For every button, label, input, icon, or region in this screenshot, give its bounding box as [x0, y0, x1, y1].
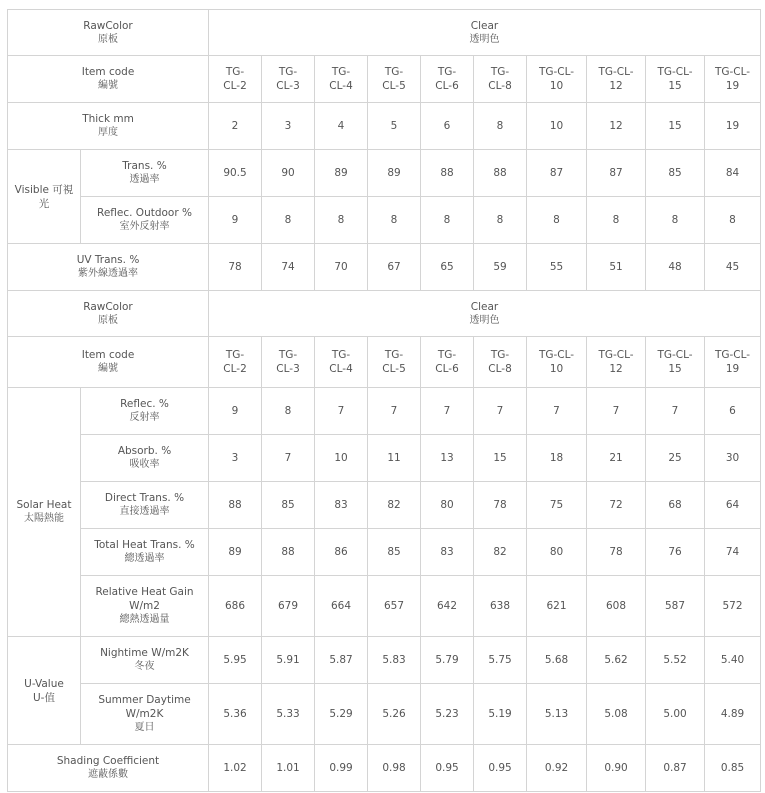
item-code-line2: 15 [668, 363, 682, 375]
clear-en: Clear [470, 300, 499, 313]
absorb-label-zh: 吸收率 [129, 459, 160, 470]
item-code-line2: 10 [549, 363, 564, 375]
total-heat-value: 78 [587, 529, 646, 576]
item-code-value [474, 337, 527, 388]
visible-zh: 光 [38, 197, 50, 210]
reflec-value: 9 [209, 388, 262, 435]
item-code-line2: CL-5 [382, 363, 406, 375]
trans-label [81, 150, 209, 197]
reflec-value: 6 [705, 388, 761, 435]
direct-trans-value: 64 [705, 482, 761, 529]
total-heat-label-en: Total Heat Trans. % [94, 539, 195, 551]
item-code-line2: CL-2 [223, 363, 247, 375]
total-heat-value: 88 [262, 529, 315, 576]
item-code-line1: TG- [278, 349, 298, 361]
nightime-value: 5.79 [421, 637, 474, 684]
thick-value: 10 [527, 103, 587, 150]
direct-trans-value: 72 [587, 482, 646, 529]
item-code-label [8, 56, 209, 103]
item-code-value [646, 56, 705, 103]
relative-heat-label-zh: 總熱透過量 [119, 614, 170, 625]
item-code-value [421, 56, 474, 103]
item-code-value [209, 337, 262, 388]
item-code-line1: TG- [490, 349, 510, 361]
reflec-label-en: Reflec. % [120, 398, 169, 410]
uv-trans-value: 55 [527, 244, 587, 291]
item-code-line1: TG-CL- [598, 66, 634, 78]
item-code-line1: TG-CL- [657, 66, 693, 78]
thick-value: 15 [646, 103, 705, 150]
direct-trans-value: 83 [315, 482, 368, 529]
nightime-value: 5.52 [646, 637, 705, 684]
absorb-value: 30 [705, 435, 761, 482]
reflec-value: 7 [421, 388, 474, 435]
total-heat-value: 80 [527, 529, 587, 576]
item-code-value [209, 56, 262, 103]
trans-value: 84 [705, 150, 761, 197]
item-code-line1: TG- [384, 66, 404, 78]
item-code-line1: TG-CL- [657, 349, 693, 361]
reflec-outdoor-value: 8 [262, 197, 315, 244]
item-code-line2: 10 [549, 80, 564, 92]
nightime-label [81, 637, 209, 684]
reflec-value: 7 [315, 388, 368, 435]
total-heat-value: 89 [209, 529, 262, 576]
summer-value: 5.29 [315, 684, 368, 745]
thick-value: 5 [368, 103, 421, 150]
item-code-value [646, 337, 705, 388]
uv-trans-row [8, 244, 761, 291]
item-code-value [587, 337, 646, 388]
shading-value: 0.92 [527, 745, 587, 792]
item-code-line2: 15 [668, 80, 682, 92]
solar-heat-group-label [8, 388, 81, 637]
absorb-value: 15 [474, 435, 527, 482]
shading-value: 0.95 [421, 745, 474, 792]
trans-value: 90.5 [209, 150, 262, 197]
thick-value: 2 [209, 103, 262, 150]
item-code-value [368, 337, 421, 388]
shading-value: 0.98 [368, 745, 421, 792]
summer-value: 5.23 [421, 684, 474, 745]
uv-trans-value: 74 [262, 244, 315, 291]
relative-heat-value: 664 [315, 576, 368, 637]
reflec-outdoor-row [8, 197, 761, 244]
thick-label-zh: 厚度 [98, 127, 118, 138]
trans-value: 85 [646, 150, 705, 197]
clear-header [209, 291, 761, 337]
rawcolor-row [8, 291, 761, 337]
summer-value: 5.33 [262, 684, 315, 745]
absorb-value: 18 [527, 435, 587, 482]
item-code-value [262, 56, 315, 103]
shading-value: 0.95 [474, 745, 527, 792]
total-heat-value: 76 [646, 529, 705, 576]
rawcolor-label-zh: 原板 [98, 314, 118, 326]
relative-heat-value: 657 [368, 576, 421, 637]
trans-value: 87 [527, 150, 587, 197]
item-code-line2: CL-5 [382, 80, 406, 92]
reflec-outdoor-value: 9 [209, 197, 262, 244]
u-value-en: U-Value [24, 677, 64, 690]
trans-value: 88 [474, 150, 527, 197]
shading-value: 1.01 [262, 745, 315, 792]
direct-trans-value: 75 [527, 482, 587, 529]
absorb-value: 25 [646, 435, 705, 482]
item-code-line1: TG- [331, 66, 351, 78]
summer-label-en2: W/m2K [125, 708, 164, 720]
rawcolor-label [8, 10, 209, 56]
reflec-outdoor-value: 8 [368, 197, 421, 244]
relative-heat-row [8, 576, 761, 637]
direct-trans-row [8, 482, 761, 529]
absorb-value: 3 [209, 435, 262, 482]
shading-label-en: Shading Coefficient [56, 755, 160, 767]
reflec-label-zh: 反射率 [129, 412, 160, 423]
summer-row [8, 684, 761, 745]
solar-reflec-row [8, 388, 761, 435]
relative-heat-value: 679 [262, 576, 315, 637]
item-code-line2: 12 [609, 80, 623, 92]
item-code-value [527, 337, 587, 388]
shading-row [8, 745, 761, 792]
item-code-line1: TG-CL- [538, 66, 575, 78]
summer-label [81, 684, 209, 745]
rawcolor-label-en: RawColor [83, 300, 133, 313]
summer-value: 4.89 [705, 684, 761, 745]
u-value-zh: U-值 [33, 691, 55, 704]
item-code-value [315, 56, 368, 103]
uv-trans-value: 51 [587, 244, 646, 291]
reflec-outdoor-value: 8 [315, 197, 368, 244]
direct-trans-label-zh: 直接透過率 [119, 506, 170, 517]
item-code-line1: TG- [331, 349, 351, 361]
total-heat-label [81, 529, 209, 576]
thick-label-en: Thick mm [82, 113, 134, 125]
clear-zh: 透明色 [469, 33, 500, 45]
item-code-line2: CL-3 [276, 80, 300, 92]
total-heat-value: 74 [705, 529, 761, 576]
total-heat-value: 83 [421, 529, 474, 576]
nightime-value: 5.40 [705, 637, 761, 684]
item-code-line2: CL-8 [488, 363, 512, 375]
nightime-value: 5.95 [209, 637, 262, 684]
reflec-outdoor-label-en: Reflec. Outdoor % [97, 207, 192, 219]
item-code-line2: CL-3 [276, 363, 300, 375]
item-code-row [8, 337, 761, 388]
reflec-value: 8 [262, 388, 315, 435]
item-code-line2: CL-2 [223, 80, 247, 92]
item-code-line2: CL-4 [329, 80, 353, 92]
uv-trans-label-zh: 紫外線透過率 [78, 268, 138, 279]
nightime-row [8, 637, 761, 684]
reflec-outdoor-value: 8 [646, 197, 705, 244]
item-code-line2: 12 [609, 363, 623, 375]
thick-value: 8 [474, 103, 527, 150]
relative-heat-label-en: Relative Heat Gain [95, 586, 194, 598]
item-code-label [8, 337, 209, 388]
uv-trans-value: 67 [368, 244, 421, 291]
direct-trans-value: 80 [421, 482, 474, 529]
item-code-value [421, 337, 474, 388]
summer-value: 5.00 [646, 684, 705, 745]
trans-label-zh: 透過率 [129, 174, 160, 185]
absorb-row [8, 435, 761, 482]
rawcolor-row [8, 10, 761, 56]
total-heat-value: 82 [474, 529, 527, 576]
shading-value: 0.85 [705, 745, 761, 792]
item-code-value [262, 337, 315, 388]
item-code-line1: TG- [278, 66, 298, 78]
shading-label-zh: 遮蔽係數 [88, 769, 128, 780]
uv-trans-label-en: UV Trans. % [76, 254, 140, 266]
shading-label [8, 745, 209, 792]
relative-heat-value: 572 [705, 576, 761, 637]
direct-trans-label [81, 482, 209, 529]
absorb-value: 10 [315, 435, 368, 482]
reflec-outdoor-value: 8 [527, 197, 587, 244]
item-code-label-zh: 編號 [98, 363, 118, 374]
shading-value: 0.87 [646, 745, 705, 792]
summer-label-en: Summer Daytime [98, 694, 191, 706]
uv-trans-value: 70 [315, 244, 368, 291]
shading-value: 0.90 [587, 745, 646, 792]
reflec-value: 7 [587, 388, 646, 435]
uv-trans-label [8, 244, 209, 291]
item-code-line2: CL-6 [435, 80, 459, 92]
item-code-value [527, 56, 587, 103]
direct-trans-label-en: Direct Trans. % [104, 492, 185, 504]
item-code-line2: 19 [725, 80, 740, 92]
direct-trans-value: 85 [262, 482, 315, 529]
summer-value: 5.26 [368, 684, 421, 745]
relative-heat-value: 608 [587, 576, 646, 637]
thick-value: 6 [421, 103, 474, 150]
relative-heat-value: 621 [527, 576, 587, 637]
clear-en: Clear [470, 19, 499, 32]
total-heat-value: 85 [368, 529, 421, 576]
item-code-row [8, 56, 761, 103]
summer-label-zh: 夏日 [134, 722, 155, 733]
direct-trans-value: 78 [474, 482, 527, 529]
uv-trans-value: 45 [705, 244, 761, 291]
shading-value: 0.99 [315, 745, 368, 792]
uv-trans-value: 48 [646, 244, 705, 291]
summer-value: 5.13 [527, 684, 587, 745]
nightime-value: 5.83 [368, 637, 421, 684]
relative-heat-value: 587 [646, 576, 705, 637]
total-heat-row [8, 529, 761, 576]
item-code-value [315, 337, 368, 388]
item-code-line1: TG-CL- [598, 349, 634, 361]
nightime-value: 5.75 [474, 637, 527, 684]
shading-value: 1.02 [209, 745, 262, 792]
reflec-outdoor-value: 8 [421, 197, 474, 244]
reflec-value: 7 [474, 388, 527, 435]
thick-value: 4 [315, 103, 368, 150]
reflec-outdoor-label-zh: 室外反射率 [119, 221, 170, 232]
trans-value: 88 [421, 150, 474, 197]
item-code-value [705, 56, 761, 103]
thick-value: 19 [705, 103, 761, 150]
nightime-value: 5.91 [262, 637, 315, 684]
nightime-value: 5.87 [315, 637, 368, 684]
direct-trans-value: 68 [646, 482, 705, 529]
thick-row [8, 103, 761, 150]
rawcolor-label-zh: 原板 [98, 33, 118, 45]
item-code-line1: TG- [384, 349, 404, 361]
u-value-group-label [8, 637, 81, 745]
summer-value: 5.19 [474, 684, 527, 745]
thick-value: 3 [262, 103, 315, 150]
absorb-value: 21 [587, 435, 646, 482]
reflec-outdoor-value: 8 [474, 197, 527, 244]
relative-heat-value: 642 [421, 576, 474, 637]
solar-heat-en: Solar Heat [16, 499, 72, 511]
trans-label-en: Trans. % [122, 160, 167, 172]
solar-heat-zh: 太陽熱能 [24, 513, 64, 524]
item-code-line2: 19 [725, 363, 740, 375]
rawcolor-label [8, 291, 209, 337]
relative-heat-label-en2: W/m2 [129, 600, 160, 612]
reflec-value: 7 [646, 388, 705, 435]
item-code-line1: TG-CL- [714, 66, 751, 78]
item-code-line1: TG-CL- [538, 349, 575, 361]
item-code-line1: TG-CL- [714, 349, 751, 361]
reflec-value: 7 [368, 388, 421, 435]
summer-value: 5.36 [209, 684, 262, 745]
visible-en: Visible 可視 [14, 183, 74, 196]
nightime-label-zh: 冬夜 [134, 661, 155, 672]
glass-spec-table [7, 9, 761, 792]
visible-group-label [8, 150, 81, 244]
item-code-label-zh: 編號 [98, 80, 118, 91]
uv-trans-value: 65 [421, 244, 474, 291]
item-code-value [368, 56, 421, 103]
reflec-value: 7 [527, 388, 587, 435]
uv-trans-value: 78 [209, 244, 262, 291]
summer-value: 5.08 [587, 684, 646, 745]
total-heat-label-zh: 總透過率 [124, 553, 165, 564]
item-code-line2: CL-8 [488, 80, 512, 92]
trans-value: 90 [262, 150, 315, 197]
direct-trans-value: 88 [209, 482, 262, 529]
item-code-line1: TG- [490, 66, 510, 78]
item-code-line1: TG- [225, 66, 245, 78]
item-code-value [474, 56, 527, 103]
uv-trans-value: 59 [474, 244, 527, 291]
reflec-label [81, 388, 209, 435]
rawcolor-label-en: RawColor [83, 19, 133, 32]
total-heat-value: 86 [315, 529, 368, 576]
thick-label [8, 103, 209, 150]
item-code-line1: TG- [437, 349, 457, 361]
clear-header [209, 10, 761, 56]
thick-value: 12 [587, 103, 646, 150]
item-code-line1: TG- [225, 349, 245, 361]
item-code-line2: CL-4 [329, 363, 353, 375]
trans-value: 89 [315, 150, 368, 197]
clear-zh: 透明色 [469, 314, 500, 326]
reflec-outdoor-value: 8 [705, 197, 761, 244]
nightime-value: 5.68 [527, 637, 587, 684]
reflec-outdoor-label [81, 197, 209, 244]
visible-trans-row [8, 150, 761, 197]
trans-value: 89 [368, 150, 421, 197]
item-code-value [587, 56, 646, 103]
absorb-value: 13 [421, 435, 474, 482]
relative-heat-value: 638 [474, 576, 527, 637]
item-code-label-en: Item code [81, 66, 135, 78]
item-code-value [705, 337, 761, 388]
absorb-label [81, 435, 209, 482]
nightime-value: 5.62 [587, 637, 646, 684]
relative-heat-value: 686 [209, 576, 262, 637]
absorb-value: 11 [368, 435, 421, 482]
item-code-line1: TG- [437, 66, 457, 78]
absorb-label-en: Absorb. % [117, 445, 172, 457]
trans-value: 87 [587, 150, 646, 197]
nightime-label-en: Nightime W/m2K [100, 647, 189, 659]
relative-heat-label [81, 576, 209, 637]
reflec-outdoor-value: 8 [587, 197, 646, 244]
item-code-label-en: Item code [81, 349, 135, 361]
absorb-value: 7 [262, 435, 315, 482]
item-code-line2: CL-6 [435, 363, 459, 375]
direct-trans-value: 82 [368, 482, 421, 529]
